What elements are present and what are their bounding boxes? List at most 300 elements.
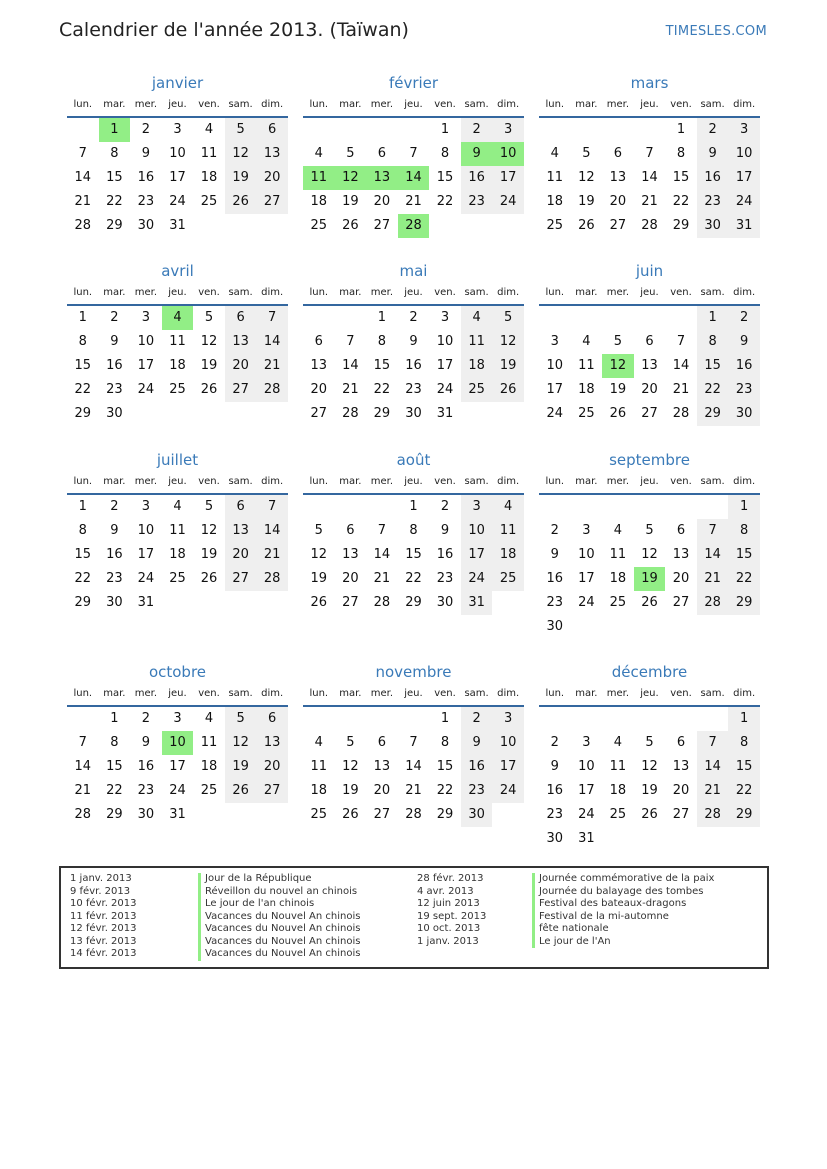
day-cell: 23: [106, 382, 123, 397]
day-cell: 27: [256, 190, 288, 214]
month-name: novembre: [375, 663, 452, 681]
empty-cell: [303, 707, 335, 731]
legend-holiday-name: fête nationale: [532, 923, 714, 936]
day-cell: 29: [106, 807, 123, 822]
day-cell: 27: [256, 779, 288, 803]
day-cell: 30: [405, 406, 422, 421]
day-cell: 9: [141, 735, 151, 750]
weekday-label: lun.: [545, 287, 565, 298]
day-cell: 22: [405, 571, 422, 586]
day-cell: 20: [225, 543, 257, 567]
weekday-label: jeu.: [640, 99, 659, 110]
day-cell: 9: [550, 759, 559, 774]
week-row: [303, 731, 524, 755]
week-row: [539, 495, 760, 519]
day-cell: 6: [676, 735, 686, 750]
day-cell: 14: [697, 543, 729, 567]
weekday-label: mer.: [370, 476, 394, 487]
day-cell: 2: [550, 523, 559, 538]
day-cell: 7: [697, 519, 729, 543]
day-cell: 27: [342, 595, 359, 610]
day-cell: 17: [436, 358, 454, 373]
day-cell: 22: [728, 779, 760, 803]
day-cell: 25: [200, 194, 218, 209]
day-cell: 7: [346, 334, 355, 349]
day-cell: 1: [78, 499, 87, 514]
day-cell: 16: [461, 755, 493, 779]
legend-date: 1 janv. 2013: [417, 935, 479, 947]
weekday-label: jeu.: [640, 688, 659, 699]
day-cell: 13: [373, 759, 391, 774]
day-cell: 26: [200, 571, 218, 586]
day-cell: 21: [74, 783, 92, 798]
weekday-label: jeu.: [168, 688, 187, 699]
week-row: [67, 779, 288, 803]
empty-cell: [492, 591, 524, 615]
day-cell: 17: [578, 783, 595, 798]
day-cell: 2: [409, 310, 418, 325]
weekday-header: [67, 96, 288, 118]
empty-cell: [602, 306, 634, 330]
day-cell: 1: [697, 306, 729, 330]
day-cell: 8: [728, 519, 760, 543]
day-cell: 21: [405, 783, 422, 798]
day-cell: 16: [546, 571, 564, 586]
week-row: [303, 591, 524, 615]
weekday-label: jeu.: [404, 476, 423, 487]
day-cell: 23: [405, 382, 422, 397]
legend-holiday-name: Vacances du Nouvel An chinois: [198, 948, 360, 961]
weekday-header: [303, 284, 524, 306]
day-cell: 3: [582, 523, 591, 538]
day-cell: 21: [697, 567, 729, 591]
weekday-label: mer.: [370, 688, 394, 699]
day-cell: 13: [310, 358, 328, 373]
weekday-label: sam.: [700, 287, 725, 298]
empty-cell: [225, 402, 257, 426]
day-cell: 18: [461, 354, 493, 378]
day-cell: 3: [141, 499, 151, 514]
day-cell: 8: [377, 334, 387, 349]
weekday-header: [539, 685, 760, 707]
empty-cell: [728, 615, 760, 639]
week-row: [303, 142, 524, 166]
legend-date: 13 févr. 2013: [70, 935, 137, 947]
day-cell: 18: [200, 170, 218, 185]
week-row: [539, 166, 760, 190]
weekday-label: dim.: [261, 99, 284, 110]
weekday-label: dim.: [733, 99, 756, 110]
day-cell: 6: [377, 735, 387, 750]
legend-holiday-name: Journée commémorative de la paix: [532, 873, 714, 886]
day-cell: 10: [169, 146, 186, 161]
day-cell: 14: [373, 547, 391, 562]
week-row: [539, 827, 760, 851]
day-cell: 30: [137, 218, 155, 233]
day-cell: 10: [492, 731, 524, 755]
day-cell: 20: [256, 755, 288, 779]
day-cell: 5: [314, 523, 323, 538]
day-cell: 28: [697, 803, 729, 827]
day-cell: 16: [461, 166, 493, 190]
day-cell: 17: [578, 571, 595, 586]
weekday-label: dim.: [497, 287, 520, 298]
day-cell: 9: [110, 334, 119, 349]
legend-date: 28 févr. 2013: [417, 873, 484, 884]
day-cell: 2: [550, 735, 559, 750]
weekday-label: dim.: [497, 476, 520, 487]
day-cell: 4: [613, 523, 623, 538]
day-cell: 29: [106, 218, 123, 233]
weekday-label: mar.: [575, 688, 598, 699]
day-cell: 13: [256, 142, 288, 166]
day-cell: 3: [461, 495, 493, 519]
day-cell: 20: [373, 194, 391, 209]
empty-cell: [67, 118, 99, 142]
empty-cell: [492, 803, 524, 827]
legend-holiday-name: Le jour de l'An: [532, 936, 714, 949]
weekday-label: ven.: [434, 688, 456, 699]
empty-cell: [602, 827, 634, 851]
weekday-label: mar.: [103, 688, 126, 699]
day-cell: 11: [310, 759, 328, 774]
day-cell: 17: [492, 755, 524, 779]
week-row: [67, 803, 288, 827]
day-cell: 10: [578, 547, 595, 562]
weekday-label: lun.: [73, 99, 93, 110]
day-cell: 28: [256, 378, 288, 402]
week-row: [539, 615, 760, 639]
day-cell: 6: [613, 146, 623, 161]
day-cell: 4: [162, 306, 194, 330]
day-cell: 30: [436, 595, 454, 610]
day-cell: 13: [641, 358, 658, 373]
week-row: [303, 707, 524, 731]
weekday-label: sam.: [700, 476, 725, 487]
month-name: mars: [630, 74, 669, 92]
day-cell: 3: [550, 334, 559, 349]
legend-date: 12 févr. 2013: [70, 923, 137, 934]
day-cell: 6: [256, 118, 288, 142]
legend-date: 4 avr. 2013: [417, 885, 474, 897]
empty-cell: [162, 402, 194, 426]
empty-cell: [366, 118, 398, 142]
weekday-label: lun.: [309, 287, 329, 298]
day-cell: 18: [169, 358, 186, 373]
week-row: [303, 118, 524, 142]
day-cell: 9: [550, 547, 559, 562]
empty-cell: [634, 615, 666, 639]
week-row: [303, 755, 524, 779]
day-cell: 12: [641, 547, 658, 562]
day-cell: 24: [546, 406, 564, 421]
empty-cell: [571, 306, 603, 330]
day-cell: 1: [728, 707, 760, 731]
weekday-label: lun.: [73, 476, 93, 487]
day-cell: 4: [492, 495, 524, 519]
day-cell: 24: [578, 807, 595, 822]
day-cell: 17: [137, 358, 155, 373]
weekday-label: jeu.: [404, 99, 423, 110]
day-cell: 15: [373, 358, 391, 373]
empty-cell: [539, 495, 571, 519]
weekday-label: mar.: [103, 287, 126, 298]
day-cell: 30: [137, 807, 155, 822]
day-cell: 29: [74, 595, 92, 610]
week-row: [539, 402, 760, 426]
day-cell: 15: [728, 543, 760, 567]
empty-cell: [225, 214, 257, 238]
day-cell: 5: [204, 499, 214, 514]
day-cell: 23: [461, 779, 493, 803]
empty-cell: [193, 591, 225, 615]
day-cell: 4: [550, 146, 559, 161]
day-cell: 18: [492, 543, 524, 567]
day-cell: 27: [373, 218, 391, 233]
day-cell: 19: [342, 783, 359, 798]
day-cell: 30: [546, 831, 564, 846]
empty-cell: [634, 707, 666, 731]
day-cell: 18: [169, 547, 186, 562]
day-cell: 12: [492, 330, 524, 354]
empty-cell: [602, 615, 634, 639]
empty-cell: [398, 118, 430, 142]
day-cell: 23: [106, 571, 123, 586]
day-cell: 17: [728, 166, 760, 190]
week-row: [67, 543, 288, 567]
week-row: [67, 707, 288, 731]
weekday-label: ven.: [198, 99, 220, 110]
day-cell: 4: [314, 146, 323, 161]
day-cell: 19: [200, 547, 218, 562]
day-cell: 24: [137, 382, 155, 397]
day-cell: 14: [256, 519, 288, 543]
day-cell: 13: [672, 759, 690, 774]
empty-cell: [665, 615, 697, 639]
day-cell: 12: [335, 166, 367, 190]
day-cell: 21: [697, 779, 729, 803]
week-row: [67, 214, 288, 238]
day-cell: 20: [256, 166, 288, 190]
weekday-label: lun.: [545, 688, 565, 699]
week-row: [67, 378, 288, 402]
day-cell: 7: [409, 735, 418, 750]
weekday-label: dim.: [733, 688, 756, 699]
day-cell: 23: [546, 595, 564, 610]
weekday-label: mer.: [134, 99, 158, 110]
day-cell: 15: [728, 755, 760, 779]
day-cell: 5: [346, 146, 355, 161]
day-cell: 28: [373, 595, 391, 610]
weekday-label: lun.: [73, 287, 93, 298]
day-cell: 29: [74, 406, 92, 421]
day-cell: 14: [405, 759, 422, 774]
day-cell: 2: [461, 707, 493, 731]
week-row: [539, 306, 760, 330]
day-cell: 8: [110, 146, 119, 161]
day-cell: 19: [225, 755, 257, 779]
legend-date: 10 oct. 2013: [417, 923, 481, 934]
day-cell: 3: [440, 310, 450, 325]
weekday-label: dim.: [261, 688, 284, 699]
day-cell: 8: [676, 146, 686, 161]
day-cell: 18: [310, 783, 328, 798]
weekday-label: jeu.: [404, 287, 423, 298]
day-cell: 28: [342, 406, 359, 421]
day-cell: 24: [169, 783, 186, 798]
day-cell: 29: [728, 803, 760, 827]
day-cell: 30: [728, 402, 760, 426]
day-cell: 11: [200, 735, 218, 750]
weekday-label: mer.: [606, 476, 630, 487]
brand-link[interactable]: TIMESLES.COM: [665, 24, 767, 39]
day-cell: 12: [578, 170, 595, 185]
weekday-header: [539, 284, 760, 306]
legend-date: 19 sept. 2013: [417, 910, 487, 922]
day-cell: 26: [342, 218, 359, 233]
day-cell: 5: [492, 306, 524, 330]
empty-cell: [634, 827, 666, 851]
legend-date: 14 févr. 2013: [70, 948, 137, 959]
day-cell: 22: [74, 382, 92, 397]
day-cell: 1: [440, 711, 450, 726]
month-block: [303, 447, 524, 615]
weekday-label: lun.: [545, 99, 565, 110]
day-cell: 24: [137, 571, 155, 586]
day-cell: 2: [141, 711, 151, 726]
day-cell: 26: [578, 218, 595, 233]
weekday-label: lun.: [545, 476, 565, 487]
legend-left-names: [198, 873, 360, 961]
day-cell: 4: [461, 306, 493, 330]
month-block: [303, 70, 524, 238]
empty-cell: [602, 118, 634, 142]
weekday-label: sam.: [464, 476, 489, 487]
day-cell: 26: [492, 378, 524, 402]
day-cell: 2: [461, 118, 493, 142]
week-row: [539, 354, 760, 378]
month-block: [539, 258, 760, 426]
month-block: [303, 258, 524, 426]
empty-cell: [256, 803, 288, 827]
day-cell: 1: [110, 711, 119, 726]
day-cell: 1: [409, 499, 418, 514]
week-row: [67, 591, 288, 615]
month-name: août: [396, 451, 431, 469]
day-cell: 20: [672, 783, 690, 798]
day-cell: 6: [645, 334, 654, 349]
day-cell: 12: [225, 142, 257, 166]
legend-date: 12 juin 2013: [417, 898, 480, 909]
day-cell: 9: [728, 330, 760, 354]
day-cell: 29: [672, 218, 690, 233]
weekday-label: sam.: [464, 688, 489, 699]
week-row: [539, 543, 760, 567]
weekday-label: lun.: [309, 688, 329, 699]
weekday-label: mar.: [575, 99, 598, 110]
day-cell: 10: [461, 519, 493, 543]
weekday-label: mer.: [606, 287, 630, 298]
week-row: [539, 731, 760, 755]
week-row: [303, 190, 524, 214]
month-name: janvier: [151, 74, 204, 92]
day-cell: 25: [492, 567, 524, 591]
day-cell: 3: [728, 118, 760, 142]
weekday-label: dim.: [733, 287, 756, 298]
day-cell: 14: [398, 166, 430, 190]
day-cell: 10: [162, 731, 194, 755]
week-row: [67, 755, 288, 779]
day-cell: 25: [609, 595, 627, 610]
month-block: [67, 659, 288, 827]
empty-cell: [193, 214, 225, 238]
day-cell: 8: [409, 523, 418, 538]
day-cell: 5: [225, 707, 257, 731]
day-cell: 20: [310, 382, 328, 397]
empty-cell: [634, 306, 666, 330]
weekday-label: mar.: [575, 287, 598, 298]
day-cell: 6: [377, 146, 387, 161]
weekday-header: [67, 685, 288, 707]
day-cell: 30: [461, 803, 493, 827]
day-cell: 21: [373, 571, 391, 586]
weekday-label: ven.: [434, 99, 456, 110]
day-cell: 25: [546, 218, 564, 233]
week-row: [539, 330, 760, 354]
day-cell: 8: [728, 731, 760, 755]
weekday-label: dim.: [261, 287, 284, 298]
weekday-label: lun.: [309, 476, 329, 487]
day-cell: 16: [546, 783, 564, 798]
day-cell: 25: [200, 783, 218, 798]
week-row: [303, 166, 524, 190]
legend-left-dates: [70, 873, 137, 961]
empty-cell: [539, 118, 571, 142]
day-cell: 21: [256, 543, 288, 567]
day-cell: 16: [137, 170, 155, 185]
legend-holiday-name: Vacances du Nouvel An chinois: [198, 936, 360, 949]
empty-cell: [225, 803, 257, 827]
day-cell: 19: [342, 194, 359, 209]
month-block: [67, 258, 288, 426]
weekday-label: jeu.: [168, 287, 187, 298]
day-cell: 31: [169, 807, 186, 822]
day-cell: 22: [74, 571, 92, 586]
day-cell: 11: [546, 170, 564, 185]
day-cell: 30: [106, 595, 123, 610]
day-cell: 26: [641, 807, 658, 822]
day-cell: 24: [461, 567, 493, 591]
day-cell: 11: [200, 146, 218, 161]
week-row: [303, 567, 524, 591]
day-cell: 3: [141, 310, 151, 325]
weekday-label: sam.: [228, 99, 253, 110]
day-cell: 20: [342, 571, 359, 586]
empty-cell: [303, 495, 335, 519]
day-cell: 7: [78, 146, 87, 161]
day-cell: 21: [641, 194, 658, 209]
empty-cell: [634, 495, 666, 519]
day-cell: 23: [461, 190, 493, 214]
month-block: [539, 70, 760, 238]
weekday-label: sam.: [228, 476, 253, 487]
day-cell: 16: [106, 547, 123, 562]
day-cell: 14: [74, 170, 92, 185]
empty-cell: [162, 591, 194, 615]
empty-cell: [697, 615, 729, 639]
weekday-label: mer.: [370, 287, 394, 298]
week-row: [67, 142, 288, 166]
